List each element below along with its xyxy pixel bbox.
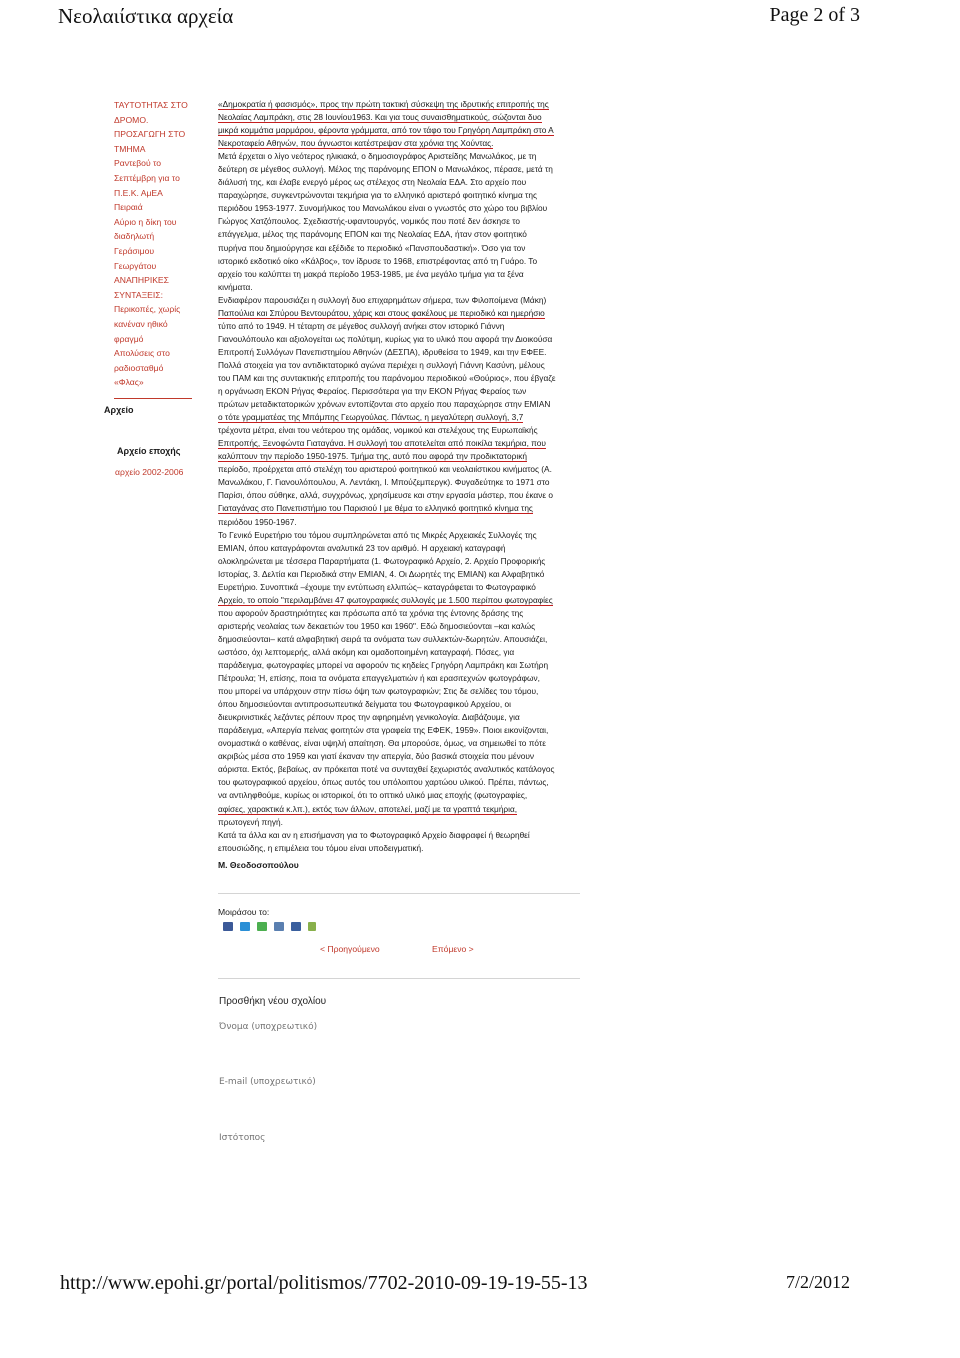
article-line (218, 346, 580, 359)
article-line (218, 424, 580, 437)
article-line (218, 137, 580, 150)
article-line-text: Επιτροπή Συλλόγων Πανεπιστημίου Αθηνών (ΔΕΣΠΑ), ιδρυθείσα το 1949, και την ΕΦΕΕ. (218, 346, 547, 357)
article-line-text: επάγγελμα, μέλος της παράνομης ΕΠΟΝ και της Νεολαίας ΕΔΑ, ήταν στον φοιτητικό (218, 229, 527, 240)
article-line (218, 163, 580, 176)
article-line-text: ακριβώς μέσα στο 1959 και γιατί έκαναν την απεργία, δύο βασικά στοιχεία που μένουν (218, 751, 535, 762)
article-line-text: η οργάνωση ΕΚΟΝ Ρήγας Φεραίος. Περισσότερα για την ΕΚΟΝ Ρήγας Φεραίος των (218, 386, 527, 397)
article-line (218, 385, 580, 398)
article-line (218, 842, 580, 855)
sidebar-link[interactable]: ΣΥΝΤΑΞΕΙΣ: (114, 289, 163, 300)
article-line-text: ωστόσο, όχι λεπτομερής, αλλά ακόμη και ομαδοποιημένη καταγραφή. Πόσες, για (218, 646, 515, 657)
facebook-icon[interactable] (223, 922, 233, 931)
article-line (218, 620, 580, 633)
article-line (218, 489, 580, 502)
article-line-text: μικρά κομμάτια μαρμάρου, φέροντα γράμματα, από τον τάφο του Γρηγόρη Λαμπράκη στο Α (218, 125, 554, 136)
comment-email-input[interactable] (219, 1077, 419, 1087)
article-line-text: ονομαστικά ο καθένας, είναι υψηλή απαίτηση. Θα μπορούσε, όμως, να σημειωθεί το πότε (218, 738, 546, 749)
article-line (218, 776, 580, 789)
next-article-link[interactable]: Επόμενο > (432, 944, 474, 954)
article-line-text: τύπο από το 1949. Η τέταρτη σε μέγεθος συλλογή ανήκει στον ιστορικό Γιάννη (218, 320, 505, 331)
article-line-text: Νεολαίας Λαμπράκη, στις 28 Ιουνίου1963. Και για τους συναισθηματικούς, σώζονται δυο (218, 112, 542, 123)
archive-heading: Αρχείο (104, 405, 134, 415)
article-line (218, 724, 580, 737)
digg-icon[interactable] (257, 922, 267, 931)
article-line-text: παράδειγμα, φωτογραφίες μπορεί να αφορούν τις κηδείες Γρηγόρη Λαμπράκη και Σωτήρη (218, 660, 549, 671)
article-line (218, 529, 580, 542)
article-line-text: Μετά έρχεται ο λίγο νεότερος ηλικιακά, ο δημοσιογράφος Αριστείδης Μανωλάκος, με τη (218, 151, 537, 162)
article-line-text: Γιώργος Χατζόπουλος. Σχεδιαστής-υφαντουργός, νομικός που ποτέ δεν άσκησε το (218, 216, 521, 227)
article-line (218, 320, 580, 333)
article-line (218, 711, 580, 724)
article-line-text: Νεκροταφείο Αθηνών, που άγνωστοι κατέστρεψαν στα χρόνια της Χούντας. (218, 138, 494, 149)
article-line-text: περιόδου 1953-1977. Συνομήλικος του Μανωλάκου είναι ο γνωστός στο χώρο του βιβλίου (218, 203, 548, 214)
email-share-icon[interactable] (291, 922, 301, 931)
article-line (218, 646, 580, 659)
print-footer-date: 7/2/2012 (785, 1272, 850, 1292)
article-line-text: ΕΜΙΑΝ, όπου καταγράφονται αναλυτικά 23 τον αριθμό. Η αρχειακή καταγραφή (218, 542, 506, 553)
article-line (218, 398, 580, 411)
article-line-text: Το Γενικό Ευρετήριο του τόμου συμπληρώνεται από τις Μικρές Αρχειακές Συλλογές της (218, 529, 537, 540)
article-line (218, 829, 580, 842)
article-line (218, 281, 580, 294)
article-line (218, 633, 580, 646)
article-line (218, 607, 580, 620)
sidebar-links (114, 98, 198, 390)
comment-name-input[interactable] (219, 1022, 419, 1032)
sidebar-link[interactable]: ΠΡΟΣΑΓΩΓΗ ΣΤΟ (114, 129, 186, 140)
article-line (218, 737, 580, 750)
article-line-text: αόριστα. Εκτός, βεβαίως, αν πρόκειται ποτέ να συνταχθεί ξεχωριστός αναλυτικός κατάλογος (218, 764, 555, 775)
article-line (218, 372, 580, 385)
share-label: Μοιράσου το: (218, 907, 270, 917)
sidebar-link[interactable]: ΑΝΑΠΗΡΙΚΕΣ (114, 275, 169, 286)
article-line-text: δημοσιεύονται– κατά αλφαβητική σειρά τα ονόματα των συλλεκτών-δωρητών. Απουσιάζει, (218, 633, 548, 644)
article-line (218, 816, 580, 829)
article-line-text: ιστορικό εκδοτικό οίκο «Κάλβος», τον ίδρυσε το 1968, επιστρέφοντας από τη Γυάρο. Το (218, 255, 538, 266)
print-page-number: Page 2 of 3 (769, 4, 860, 26)
article-line (218, 202, 580, 215)
archive-2002-2006-link[interactable]: αρχείο 2002-2006 (115, 467, 184, 477)
previous-article-link[interactable]: < Προηγούμενο (320, 944, 380, 954)
article-line-text: πρωτογενή πηγή. (218, 816, 283, 827)
article-line (218, 255, 580, 268)
article-line (218, 555, 580, 568)
share-icons (223, 922, 316, 931)
article-line (218, 150, 580, 163)
article-line (218, 176, 580, 189)
sidebar-link[interactable]: Αύριο η δίκη του (114, 216, 177, 227)
article-line-text: Ευρετήριο. Συνοπτικά –έχουμε την εντύπωση ελλιπώς– καταγράφεται το Φωτογραφικό (218, 581, 536, 592)
divider (218, 978, 580, 979)
print-header-title: Νεολαιίστικα αρχεία (58, 4, 234, 28)
article-line-text: Μανωλάκου, Γ. Γιανουλόπουλου, Α. Λεντάκη, Ι. Μπούζεμπεργκ). Φυγαδεύτηκε το 1971 στο (218, 477, 550, 488)
article-line (218, 659, 580, 672)
article-line (218, 672, 580, 685)
article-line (218, 463, 580, 476)
article-line-text: αρχείο του καλύπτει τη μακρά περίοδο 1953-1985, με ένα μεγάλο τμήμα για τα ξένα (218, 268, 524, 279)
article-line (218, 124, 580, 137)
sidebar-link[interactable]: Περικοπές, χωρίς (114, 304, 181, 315)
sidebar-link[interactable]: ΤΑΥΤΟΤΗΤΑΣ ΣΤΟ (114, 100, 188, 110)
archive-subheading: Αρχείο εποχής (117, 446, 181, 456)
print-footer-url: http://www.epohi.gr/portal/politismos/7702-2010-09-19-19-55-13 (60, 1272, 588, 1294)
sidebar-link[interactable]: Σεπτέμβρη για το (114, 172, 180, 183)
article-line-text: πυρήνα που δημιούργησε και εξέδιδε το περιοδικό «Πανσπουδαστική». Όσο για τον (218, 242, 526, 253)
article-line-text: αριστερής νεολαίας των δεκαετιών του 1950 και 1960". Εδώ δημοσιεύονται –και καλώς (218, 620, 536, 631)
article-line (218, 437, 580, 450)
article-line (218, 763, 580, 776)
article-line-text: πρώτων μεταδικτατορικών χρόνων εντοπίζονται στο αρχείο που παραχώρησε στην ΕΜΙΑΝ (218, 399, 551, 410)
article-line-text: παραχώρησε, συγκεντρώνονται τεκμήρια για το ελληνικό αριστερό φοιτητικό κίνημα της (218, 190, 537, 201)
article-line-text: που μπορεί να υπάρχουν στην πίσω όψη των φωτογραφιών; Στις δε σελίδες του τόμου, (218, 686, 539, 697)
article-line-text: του φωτογραφικού αρχείου, όπως αυτός του υπόλοιπου χαρτώου υλικού. Πρέπει, πάντως, (218, 777, 549, 788)
article-line-text: διευκρινιστικές λεζάντες ρέπουν προς την αφηρημένη γενικολογία. Διαβάζουμε, για (218, 712, 520, 723)
article-line-text: τρέχοντα μέτρα, είναι του νεότερου της ομάδας, νομικού και στελέχους της Ευρωπαϊκής (218, 425, 538, 436)
sidebar-link[interactable]: κανέναν ηθικό (114, 318, 168, 329)
article-line-text: διάλυσή της, και έλαβε ενεργό μέρος ως στέλεχος στη Νεολαία ΕΔΑ. Στο αρχείο που (218, 177, 527, 188)
article-line-text: όπου δημοσιεύονται αντιπροσωπευτικά δείγματα του Φωτογραφικού Αρχείου, οι (218, 699, 511, 710)
article-line (218, 789, 580, 802)
article-line (218, 698, 580, 711)
article-line (218, 476, 580, 489)
add-comment-title: Προσθήκη νέου σχολίου (219, 996, 327, 1007)
delicious-icon[interactable] (274, 922, 284, 931)
article-line-text: παράδειγμα, «Απεργία πείνας φοιτητών στα γραφεία της ΕΦΕΚ, 1959». Ποιοι εικονίζονται, (218, 725, 549, 736)
article-line-text: Αρχείο, το οποίο "περιλαμβάνει 47 φωτογραφικές συλλογές με 1.500 περίπου φωτογραφίες (218, 594, 553, 605)
divider (218, 893, 580, 894)
article-line (218, 450, 580, 463)
sidebar-link[interactable]: «Φλας» (114, 377, 144, 388)
article-line (218, 294, 580, 307)
article-line (218, 359, 580, 372)
article-line (218, 516, 580, 529)
sidebar-link[interactable]: Γεράσιμου (114, 245, 155, 256)
article-line (218, 307, 580, 320)
sidebar-link[interactable]: Πειραιά (114, 202, 143, 213)
article-line (218, 750, 580, 763)
article-line (218, 685, 580, 698)
article-line-text: Πολλά στοιχεία για τον αντιδικτατορικό αγώνα περιέχει η συλλογή Γιάννη Κασύνη, μέλους (218, 359, 545, 370)
sidebar-link[interactable]: φραγμό (114, 333, 144, 344)
article-line-text: αφίσες, χαρακτικά κ.λπ.), εκτός των άλλων, αποτελεί, μαζί με τα γραπτά τεκμήρια, (218, 803, 518, 814)
article-line-text: δεύτερη σε μέγεθος συλλογή. Μέλος της παράνομης ΕΠΟΝ ο Μανωλάκος, πέρασε, μετά τη (218, 164, 553, 175)
article-line-text: Γιαταγάνας στο Πανεπιστήμιο του Παρισιού Ι με θέμα το ελληνικό φοιτητικό κίνημα της (218, 503, 533, 514)
article-author: Μ. Θεοδοσοπούλου (218, 860, 299, 870)
article-line (218, 98, 580, 111)
article-line-text: Παρίσι, όπου σύθηκε, αλλά, συγχρόνως, χρησίμευσε και στην εργασία μάστερ, που έκανε ο (218, 490, 553, 501)
article-line (218, 411, 580, 424)
article-line-text: Ιστορίας, 3. Δελτία και Περιοδικά στην ΕΜΙΑΝ, 4. Οι Δωρητές της ΕΜΙΑΝ) και Αλφαβητικό (218, 568, 545, 579)
article-line (218, 502, 580, 515)
article-body (218, 98, 580, 855)
article-line-text: Ενδιαφέρον παρουσιάζει η συλλογή δυο επιχαρημάτων σήμερα, των Φιλοποίμενα (Μάκη) (218, 294, 547, 305)
sidebar-link[interactable]: Γεωργάτου (114, 260, 157, 271)
comment-website-input[interactable] (219, 1133, 419, 1143)
sidebar (114, 98, 198, 405)
article-line-text: κινήματα. (218, 281, 253, 292)
article-line-text: Πέτρουλα; Ή, επίσης, ποια τα ονόματα επαγγελματιών ή και ερασιτεχνών φωτογράφων, (218, 673, 540, 684)
twitter-icon[interactable] (240, 922, 250, 931)
sidebar-link[interactable]: διαδηλωτή (114, 231, 155, 242)
article-line-text: περίοδο, προέρχεται από στελέχη του αριστερού φοιτητικού και νεολαιίστικου κινήματος (Α. (218, 464, 552, 475)
article-line (218, 242, 580, 255)
sidebar-link[interactable]: ραδιοσταθμό (114, 362, 164, 373)
article-line-text: ο τότε γραμματέας της Μπάμπης Γεωργούλας. Πάντως, η μεγαλύτερη συλλογή, 3,7 (218, 412, 524, 423)
article-line (218, 594, 580, 607)
article-line-text: «Δημοκρατία ή φασισμός», προς την πρώτη τακτική σύσκεψη της ιδρυτικής επιτροπής της (218, 99, 549, 109)
sidebar-divider (114, 398, 192, 399)
article-line-text: επουσιώδης, η επιμέλεια του τόμου είναι υποδειγματική. (218, 842, 424, 853)
article-line (218, 215, 580, 228)
article-line (218, 268, 580, 281)
article-line-text: που αφορούν δραστηριότητες και πρόσωπα από τα χρόνια της έντονης δράσης της (218, 607, 524, 618)
article-line (218, 189, 580, 202)
sidebar-link[interactable]: Ραντεβού το (114, 158, 162, 169)
article-line (218, 542, 580, 555)
article-line (218, 581, 580, 594)
article-line-text: Κατά τα άλλα και αν η επισήμανση για το Φωτογραφικό Αρχείο διαφραφεί ή θεωρηθεί (218, 829, 530, 840)
sidebar-link[interactable]: Απολύσεις στο (114, 348, 170, 359)
article-line (218, 111, 580, 124)
sidebar-link[interactable]: Π.Ε.Κ. ΑμΕΑ (114, 187, 163, 198)
article-line-text: Επιτροπής, Ξενοφώντα Γιαταγάνα. Η συλλογή του αποτελείται από ποικίλα τεκμήρια, που (218, 438, 546, 449)
article-line (218, 228, 580, 241)
sidebar-link[interactable]: ΤΜΗΜΑ (114, 143, 146, 154)
bookmark-icon[interactable] (308, 922, 316, 931)
article-line-text: ολοκληρώνεται με τέσσερα Παραρτήματα (1. Φωτογραφικό Αρχείο, 2. Αρχείο Προφορικής (218, 555, 546, 566)
article-line-text: να αντιληφθούμε, κυρίως οι ιστορικοί, ότι το οπτικό υλικό μιας εποχής (φωτογραφίες, (218, 790, 528, 801)
article-line-text: Γιανουλόπουλο και αξιολογείται ως πολύτιμη, κυρίως για το υλικό που αφορά την Διοικούσα (218, 333, 553, 344)
article-line (218, 803, 580, 816)
article-line (218, 568, 580, 581)
article-line-text: περιόδου 1950-1967. (218, 516, 297, 527)
article-line-text: καλύπτουν την περίοδο 1950-1975. Τμήμα της, αυτό που αφορά την προδικτατορική (218, 451, 527, 462)
article-line (218, 333, 580, 346)
article-line-text: του ΠΑΜ και της συντακτικής επιτροπής του παράνομου περιοδικού «Θούριος», που έβγαζε (218, 372, 556, 383)
sidebar-link[interactable]: ΔΡΟΜΟ. (114, 114, 149, 125)
article-line-text: Παπούλια και Σπύρου Βεντουράτου, χάρις και στους φακέλους με περιοδικό και ημερήσιο (218, 307, 545, 318)
